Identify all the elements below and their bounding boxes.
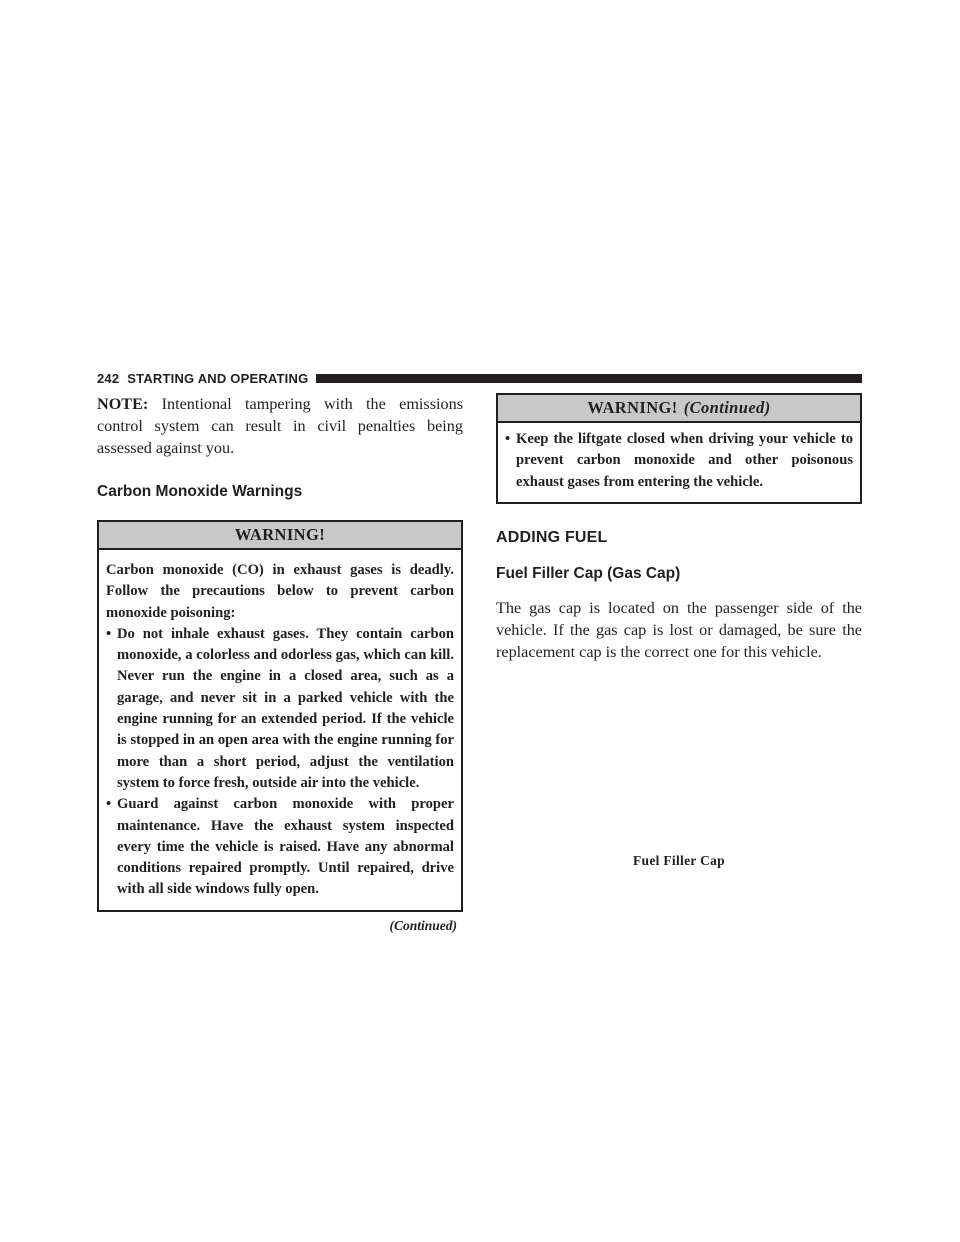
- left-column: [97, 393, 463, 934]
- note-label: NOTE:: [97, 395, 149, 413]
- adding-fuel-heading: ADDING FUEL: [496, 528, 608, 546]
- warning-bullet-text: Do not inhale exhaust gases. They contain carbon monoxide, a colorless and odorless gas, which can kill. Never run the engine in a closed area, such as a garage, and never sit in a parked vehicle with the engine running for an extended period. If the vehicle is stopped in an open area with the engine running for more than a short period, adjust the ventilation system to force fresh, outside air into the vehicle.: [117, 625, 454, 791]
- note-text: Intentional tampering with the emissions control system can result in civil penalties being assessed against you.: [97, 395, 463, 457]
- warning-continued-title: [498, 395, 860, 423]
- warning-title: WARNING!: [587, 398, 678, 417]
- page-number: 242: [97, 370, 120, 386]
- warning-title: WARNING!: [99, 522, 461, 550]
- fuel-filler-cap-figure: [496, 663, 862, 853]
- gas-cap-paragraph: The gas cap is located on the passenger side of the vehicle. If the gas cap is lost or damaged, be sure the replacement cap is the correct one for this vehicle.: [496, 598, 862, 661]
- note-paragraph: [97, 393, 463, 459]
- warning-bullet-text: Guard against carbon monoxide with proper maintenance. Have the exhaust system inspected every time the vehicle is raised. Have any abnormal conditions repaired promptly. Until repaired, drive with all side windows fully open.: [117, 796, 454, 898]
- warning-bullet-text: Keep the liftgate closed when driving your vehicle to prevent carbon monoxide and other poisonous exhaust gases from entering the vehicle.: [516, 431, 853, 490]
- warning-continued-box: [496, 393, 862, 504]
- bullet-icon: •: [106, 796, 112, 813]
- header-rule: [316, 374, 862, 383]
- warning-bullet: [505, 429, 853, 493]
- warning-bullet: [106, 624, 454, 794]
- warning-intro: Carbon monoxide (CO) in exhaust gases is deadly. Follow the precautions below to prevent carbon monoxide poisoning:: [106, 562, 454, 621]
- warning-title-suffix: (Continued): [683, 398, 771, 417]
- warning-box: [97, 520, 463, 912]
- bullet-icon: •: [106, 625, 112, 642]
- bullet-icon: •: [505, 431, 511, 447]
- figure-caption: Fuel Filler Cap: [633, 852, 725, 868]
- warning-bullet: [106, 794, 454, 900]
- carbon-monoxide-heading: Carbon Monoxide Warnings: [97, 483, 303, 500]
- warning-body: [99, 550, 461, 910]
- section-title: STARTING AND OPERATING: [127, 370, 309, 386]
- page-header: [97, 368, 862, 388]
- warning-continued-body: [498, 423, 860, 502]
- fuel-filler-cap-heading: Fuel Filler Cap (Gas Cap): [496, 564, 681, 582]
- right-column: [496, 393, 862, 869]
- continued-label: (Continued): [389, 917, 457, 933]
